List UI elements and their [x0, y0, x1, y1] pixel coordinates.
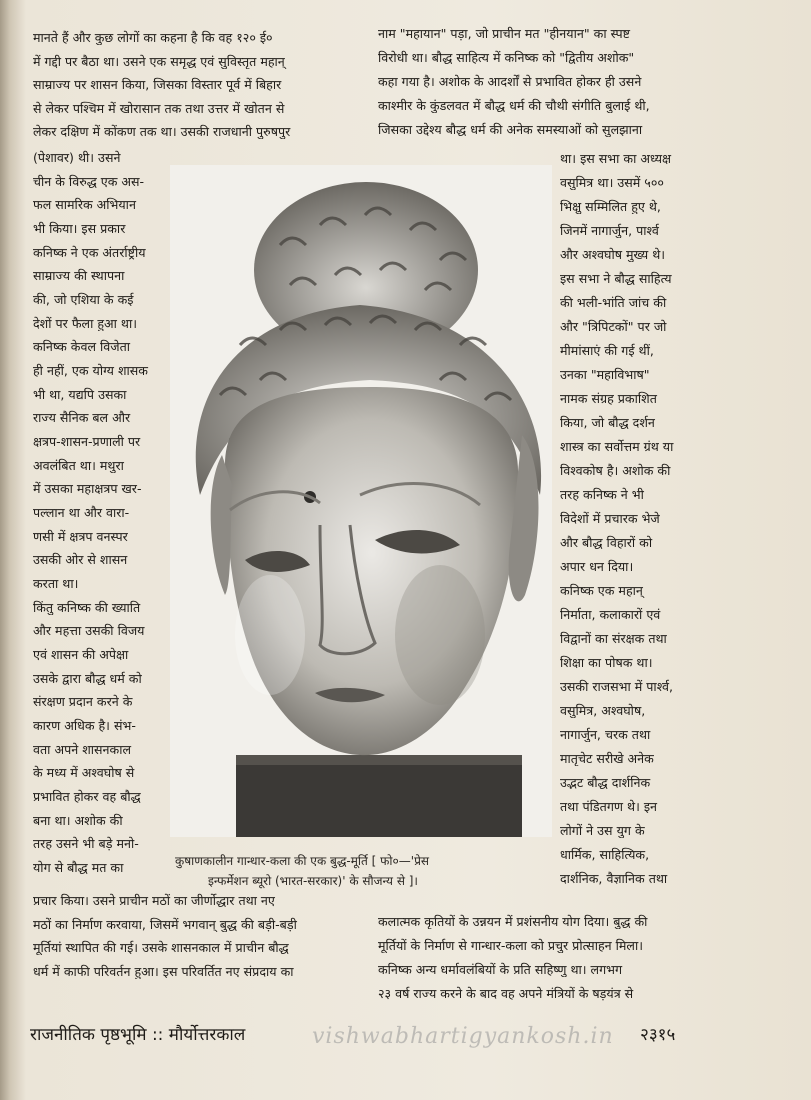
text-line: तरह उसने भी बड़े मनो-: [33, 836, 139, 851]
text-line: चीन के विरुद्ध एक अस-: [33, 174, 145, 189]
page-number: २३१५: [640, 1025, 676, 1045]
running-footer-title: राजनीतिक पृष्ठभूमि :: मौर्योत्तरकाल: [30, 1025, 246, 1045]
text-line: नागार्जुन, चरक तथा: [560, 727, 651, 742]
text-line: तथा पंडितगण थे। इन: [560, 799, 658, 814]
text-line: प्रचार किया। उसने प्राचीन मठों का जीर्णोद्धार तथा नए: [33, 893, 275, 908]
text-line: कलात्मक कृतियों के उन्नयन में प्रशंसनीय योग दिया। बुद्ध की: [378, 914, 648, 929]
text-line: की भली-भांति जांच की: [560, 295, 667, 310]
text-line: शिक्षा का पोषक था।: [560, 655, 653, 670]
buddha-head-illustration: [170, 165, 552, 837]
text-line: में उसका महाक्षत्रप खर-: [33, 481, 142, 496]
text-line: क्षत्रप-शासन-प्रणाली पर: [33, 434, 141, 449]
text-line: जिनमें नागार्जुन, पार्श्व: [560, 223, 659, 238]
text-line: विश्वकोष है। अशोक की: [560, 463, 671, 478]
text-line: नामक संग्रह प्रकाशित: [560, 391, 657, 406]
text-line: उद्भट बौद्ध दार्शनिक: [560, 775, 651, 790]
text-line: योग से बौद्ध मत का: [33, 860, 124, 875]
text-line: मीमांसाएं की गई थीं,: [560, 343, 654, 358]
text-line: साम्राज्य की स्थापना: [33, 268, 125, 283]
text-line: कनिष्क अन्य धर्मावलंबियों के प्रति सहिष्णु था। लगभग: [378, 962, 623, 977]
text-line: भिक्षु सम्मिलित हुए थे,: [560, 199, 661, 214]
text-line: एवं शासन की अपेक्षा: [33, 647, 129, 662]
text-line: मठों का निर्माण करवाया, जिसमें भगवान् बुद्ध की बड़ी-बड़ी: [33, 917, 297, 932]
text-line: इस सभा ने बौद्ध साहित्य: [560, 271, 672, 286]
text-line: णसी में क्षत्रप वनस्पर: [33, 529, 128, 544]
text-line: बना था। अशोक की: [33, 813, 123, 828]
text-line: वसुमित्र, अश्वघोष,: [560, 703, 646, 718]
text-line: (पेशावर) थी। उसने: [33, 150, 121, 165]
text-line: धर्म में काफी परिवर्तन हुआ। इस परिवर्तित नए संप्रदाय का: [33, 964, 294, 979]
watermark: vishwabhartigyankosh.in: [312, 1024, 614, 1049]
text-line: राज्य सैनिक बल और: [33, 410, 131, 425]
text-line: और अश्वघोष मुख्य थे।: [560, 247, 666, 262]
text-line: और बौद्ध विहारों को: [560, 535, 653, 550]
text-line: तरह कनिष्क ने भी: [560, 487, 644, 502]
text-line: ही नहीं, एक योग्य शासक: [33, 363, 148, 378]
text-line: किंतु कनिष्क की ख्याति: [33, 600, 141, 615]
text-line: नाम "महायान" पड़ा, जो प्राचीन मत "हीनयान" का स्पष्ट: [378, 26, 630, 41]
text-line: भी था, यद्यपि उसका: [33, 387, 127, 402]
text-line: और "त्रिपिटकों" पर जो: [560, 319, 667, 334]
text-line: वसुमित्र था। उसमें ५००: [560, 175, 664, 190]
text-line: धार्मिक, साहित्यिक,: [560, 847, 650, 862]
text-line: करता था।: [33, 576, 79, 591]
text-line: प्रभावित होकर वह बौद्ध: [33, 789, 141, 804]
text-line: किया, जो बौद्ध दर्शन: [560, 415, 655, 430]
text-line: उसके द्वारा बौद्ध धर्म को: [33, 671, 142, 686]
text-line: कनिष्क केवल विजेता: [33, 339, 131, 354]
text-line: लेकर दक्षिण में कोंकण तक था। उसकी राजधानी पुरुषपुर: [33, 124, 291, 139]
text-line: देशों पर फैला हुआ था।: [33, 316, 137, 331]
text-line: भी किया। इस प्रकार: [33, 221, 126, 236]
text-line: फल सामरिक अभियान: [33, 197, 136, 212]
text-line: जिसका उद्देश्य बौद्ध धर्म की अनेक समस्याओं को सुलझाना: [378, 122, 643, 137]
text-line: मूर्तियां स्थापित की गई। उसके शासनकाल में प्राचीन बौद्ध: [33, 940, 289, 955]
text-line: था। इस सभा का अध्यक्ष: [560, 151, 672, 166]
text-line: के मध्य में अश्वघोष से: [33, 765, 135, 780]
text-line: संरक्षण प्रदान करने के: [33, 694, 133, 709]
text-line: उसकी राजसभा में पार्श्व,: [560, 679, 674, 694]
text-line: में गद्दी पर बैठा था। उसने एक समृद्ध एवं सुविस्तृत महान्: [33, 54, 285, 69]
text-line: और महत्ता उसकी विजय: [33, 623, 145, 638]
text-line: की, जो एशिया के कई: [33, 292, 134, 307]
text-line: लोगों ने उस युग के: [560, 823, 645, 838]
text-line: विरोधी था। बौद्ध साहित्य में कनिष्क को "द्वितीय अशोक": [378, 50, 635, 65]
text-line: पल्लान था और वारा-: [33, 505, 130, 520]
text-line: मूर्तियों के निर्माण से गान्धार-कला को प्रचुर प्रोत्साहन मिला।: [378, 938, 644, 953]
text-line: अपार धन दिया।: [560, 559, 634, 574]
text-line: विदेशों में प्रचारक भेजे: [560, 511, 660, 526]
text-line: साम्राज्य पर शासन किया, जिसका विस्तार पूर्व में बिहार: [33, 77, 282, 92]
text-line: अवलंबित था। मथुरा: [33, 458, 124, 473]
text-line: कनिष्क ने एक अंतर्राष्ट्रीय: [33, 245, 146, 260]
text-line: उसकी ओर से शासन: [33, 552, 128, 567]
text-line: काश्मीर के कुंडलवत में बौद्ध धर्म की चौथी संगीति बुलाई थी,: [378, 98, 650, 113]
text-line: से लेकर पश्चिम में खोरासान तक तथा उत्तर में खोतन से: [33, 101, 285, 116]
figure-caption-line1: कुषाणकालीन गान्धार-कला की एक बुद्ध-मूर्ति [ फो०—'प्रेस: [175, 854, 430, 868]
text-line: दार्शनिक, वैज्ञानिक तथा: [560, 871, 668, 886]
text-line: कहा गया है। अशोक के आदर्शों से प्रभावित होकर ही उसने: [378, 74, 642, 89]
text-line: मातृचेट सरीखे अनेक: [560, 751, 654, 766]
figure-caption-line2: इन्फर्मेशन ब्यूरो (भारत-सरकार)' के सौजन्य से ]।: [208, 874, 418, 888]
text-line: शास्त्र का सर्वोत्तम ग्रंथ या: [560, 439, 674, 454]
buddha-head-photo: [170, 165, 552, 837]
text-line: उनका "महाविभाष": [560, 367, 650, 382]
text-line: वता अपने शासनकाल: [33, 742, 132, 757]
text-line: २३ वर्ष राज्य करने के बाद वह अपने मंत्रियों के षड़यंत्र से: [378, 986, 634, 1001]
text-line: कनिष्क एक महान्: [560, 583, 643, 598]
text-line: मानते हैं और कुछ लोगों का कहना है कि वह १२० ई०: [33, 30, 273, 45]
text-line: निर्माता, कलाकारों एवं: [560, 607, 661, 622]
text-line: विद्वानों का संरक्षक तथा: [560, 631, 667, 646]
text-line: कारण अधिक है। संभ-: [33, 718, 136, 733]
